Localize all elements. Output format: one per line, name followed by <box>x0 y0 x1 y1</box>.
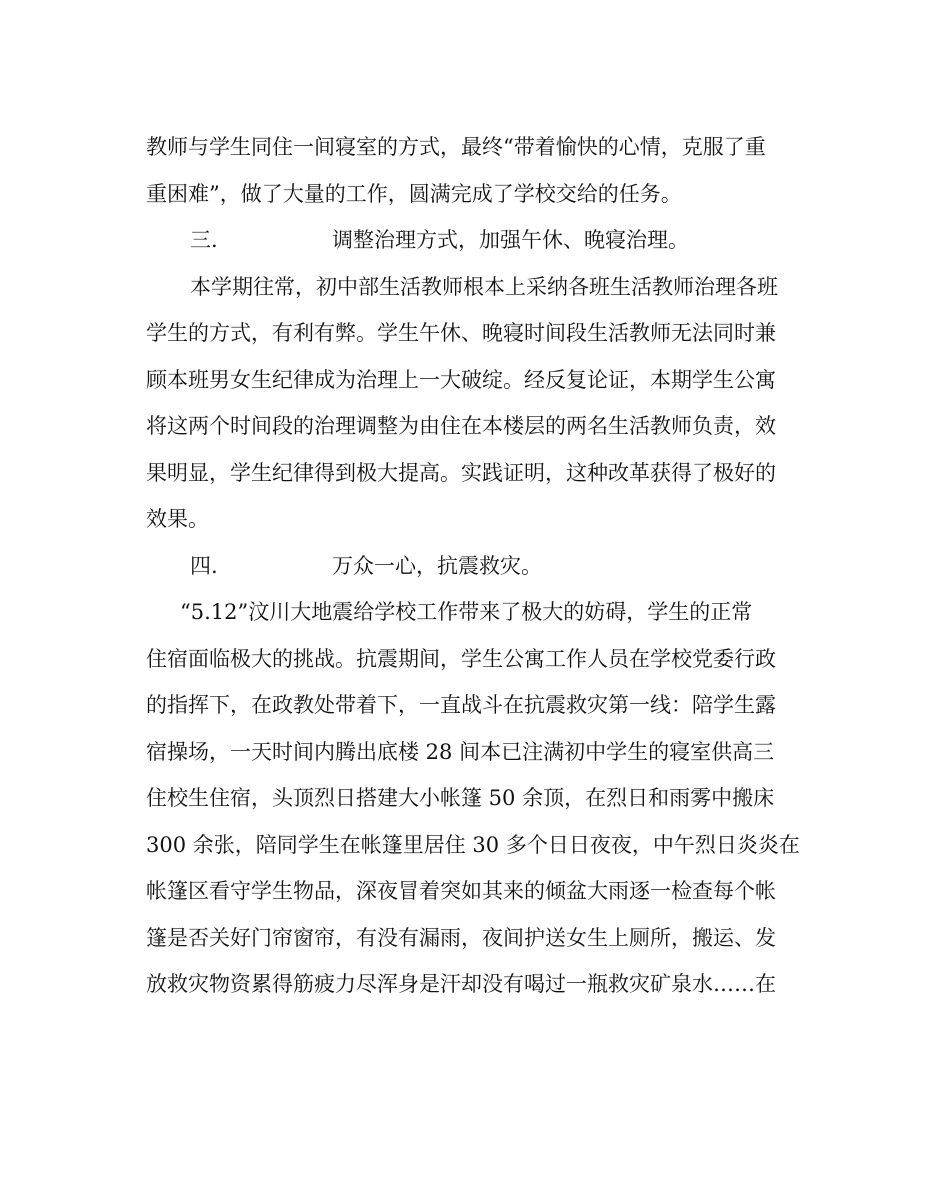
paragraph-line: 宿操场，一天时间内腾出底楼 28 间本已注满初中学生的寝室供高三 <box>146 739 775 764</box>
paragraph-line: 效果。 <box>146 507 209 531</box>
paragraph-line: 住宿面临极大的挑战。抗震期间，学生公寓工作人员在学校党委行政 <box>146 646 776 671</box>
paragraph-line: 本学期往常，初中部生活教师根本上采纳各班生活教师治理各班 <box>190 274 778 299</box>
section-number: 三. <box>190 228 218 252</box>
paragraph-line: 的指挥下，在政教处带着下，一直战斗在抗震救灾第一线：陪学生露 <box>146 693 776 717</box>
paragraph-line: 教师与学生同住一间寝室的方式，最终“带着愉快的心情，克服了重 <box>146 135 766 159</box>
paragraph-line: 学生的方式，有利有弊。学生午休、晚寝时间段生活教师无法同时兼 <box>146 321 776 345</box>
paragraph-line: “5.12”汶川大地震给学校工作带来了极大的妨碍，学生的正常 <box>180 600 753 624</box>
section-title: 万众一心，抗震救灾。 <box>332 553 542 578</box>
section-heading-3 <box>146 217 802 264</box>
paragraph-line: 帐篷区看守学生物品，深夜冒着突如其来的倾盆大雨逐一检查每个帐 <box>146 879 776 903</box>
paragraph-line: 果明显，学生纪律得到极大提高。实践证明，这种改革获得了极好的 <box>146 460 776 485</box>
section-title: 调整治理方式，加强午休、晚寝治理。 <box>332 228 689 252</box>
section-number: 四. <box>190 553 218 578</box>
section-heading-4 <box>146 543 802 590</box>
paragraph-line: 顾本班男女生纪律成为治理上一大破绽。经反复论证，本期学生公寓 <box>146 367 776 392</box>
paragraph-line: 300 余张，陪同学生在帐篷里居住 30 多个日日夜夜，中午烈日炎炎在 <box>146 832 800 857</box>
paragraph-line: 放救灾物资累得筋疲力尽浑身是汗却没有喝过一瓶救灾矿泉水……在 <box>146 972 776 996</box>
paragraph-line: 篷是否关好门帘窗帘，有没有漏雨，夜间护送女生上厕所，搬运、发 <box>146 925 776 950</box>
document-body <box>146 124 802 1008</box>
paragraph-line: 将这两个时间段的治理调整为由住在本楼层的两名生活教师负责，效 <box>146 414 776 438</box>
paragraph-line: 住校生住宿，头顶烈日搭建大小帐篷 50 余顶，在烈日和雨雾中搬床 <box>146 786 775 810</box>
paragraph-line: 重困难”，做了大量的工作，圆满完成了学校交给的任务。 <box>146 181 682 206</box>
